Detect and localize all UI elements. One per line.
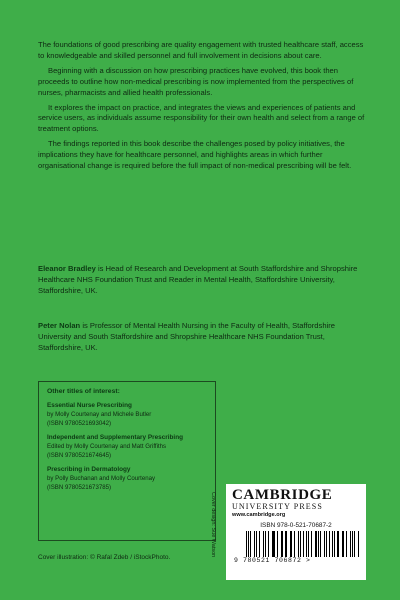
barcode-bar [346, 531, 347, 557]
blurb [38, 40, 366, 176]
book-title: Prescribing in Dermatology [47, 465, 131, 473]
author-bio [38, 264, 368, 297]
barcode-bar [352, 531, 353, 557]
barcode-bar [326, 531, 327, 557]
barcode-bar [290, 531, 291, 557]
barcode-bar [350, 531, 351, 557]
barcode-digits: 9 780521 706872 > [234, 557, 311, 564]
barcode [246, 531, 360, 557]
author-name: Peter Nolan [38, 321, 81, 330]
book-entry [47, 433, 209, 461]
barcode-bar [332, 531, 333, 557]
barcode-bar [256, 531, 257, 557]
barcode-bar [281, 531, 282, 557]
isbn-label: ISBN 978-0-521-70687-2 [260, 522, 332, 529]
book-entry [47, 401, 209, 429]
author-description: is Head of Research and Development at South Staffordshire and Shropshire Healthcare NHS Foundation Trust and Reader in Mental Health, Staffordshire University, Staffordshire, UK. [38, 264, 358, 295]
book-isbn: (ISBN 9780521674645) [47, 452, 112, 460]
barcode-bar [311, 531, 313, 557]
publisher-url: www.cambridge.org [232, 512, 286, 518]
book-title: Independent and Supplementary Prescribing [47, 433, 184, 441]
book-authors: by Polly Buchanan and Molly Courtenay [47, 474, 156, 482]
publisher-press: UNIVERSITY PRESS [232, 502, 323, 511]
blurb-paragraph: It explores the impact on practice, and integrates the views and experiences of patients and service users, as individuals assume responsibility for their own health and select from a range of treatment options. [38, 102, 365, 134]
barcode-bar [254, 531, 255, 557]
barcode-bar [248, 531, 249, 557]
cover-design-credit: Cover design: Sue Watson [210, 492, 216, 558]
barcode-bar [285, 531, 287, 557]
barcode-bar [300, 531, 301, 557]
barcode-bar [273, 531, 274, 557]
author-name: Eleanor Bradley [38, 264, 96, 273]
author-description: is Professor of Mental Health Nursing in the Faculty of Health, Staffordshire University and South Staffordshire and Shropshire Healthcare NHS Foundation Trust, Staffordshire, UK. [38, 321, 335, 352]
barcode-bar [324, 531, 325, 557]
blurb-paragraph: The foundations of good prescribing are quality engagement with trusted healthcare staff, access to knowledgeable and skilled personnel and full involvement in decisions about care. [38, 40, 364, 60]
barcode-bar [263, 531, 264, 557]
barcode-bar [303, 531, 304, 557]
book-isbn: (ISBN 9780521673785) [47, 484, 112, 492]
barcode-bar [294, 531, 295, 557]
book-authors: by Molly Courtenay and Michele Butler [47, 411, 152, 418]
publisher-name: CAMBRIDGE [232, 487, 333, 503]
barcode-bar [265, 531, 266, 557]
barcode-bar [306, 531, 307, 557]
barcode-bar [277, 531, 278, 557]
barcode-bar [282, 531, 283, 557]
barcode-bar [329, 531, 330, 557]
barcode-bar [320, 531, 321, 557]
barcode-bar [308, 531, 309, 557]
book-authors: Edited by Molly Courtenay and Matt Griffiths [47, 442, 167, 450]
other-titles-box [38, 381, 216, 541]
barcode-bar [298, 531, 299, 557]
barcode-bar [259, 531, 261, 557]
barcode-bar [337, 531, 339, 557]
barcode-bar [318, 531, 319, 557]
book-title: Essential Nurse Prescribing [47, 402, 132, 409]
book-isbn: (ISBN 9780521693042) [47, 420, 112, 428]
barcode-bar [354, 531, 355, 557]
barcode-bar [291, 531, 292, 557]
author-bio [38, 321, 368, 354]
book-entry [47, 465, 209, 493]
other-titles-heading: Other titles of interest: [47, 388, 120, 395]
barcode-bar [358, 531, 359, 557]
barcode-bar [342, 531, 343, 557]
barcode-bar [268, 531, 269, 557]
barcode-bar [250, 531, 251, 557]
blurb-paragraph: The findings reported in this book describe the challenges posed by policy initiatives, the implications they have for healthcare personnel, and highlights areas in which further organisational change is required before the full impact of non-medical prescribing will be felt. [38, 139, 352, 171]
barcode-bar [315, 531, 316, 557]
barcode-bar [343, 531, 344, 557]
barcode-bar [246, 531, 247, 557]
barcode-bar [272, 531, 273, 557]
barcode-bar [334, 531, 335, 557]
cover-illustration-credit: Cover illustration: © Rafal Zdeb / iStockPhoto. [38, 554, 171, 561]
publisher-box [226, 484, 366, 580]
blurb-paragraph: Beginning with a discussion on how prescribing practices have evolved, this book then proceeds to outline how non-medical prescribing is now implemented from the perspectives of nurses, pharmacists and allied health professionals. [38, 65, 354, 97]
